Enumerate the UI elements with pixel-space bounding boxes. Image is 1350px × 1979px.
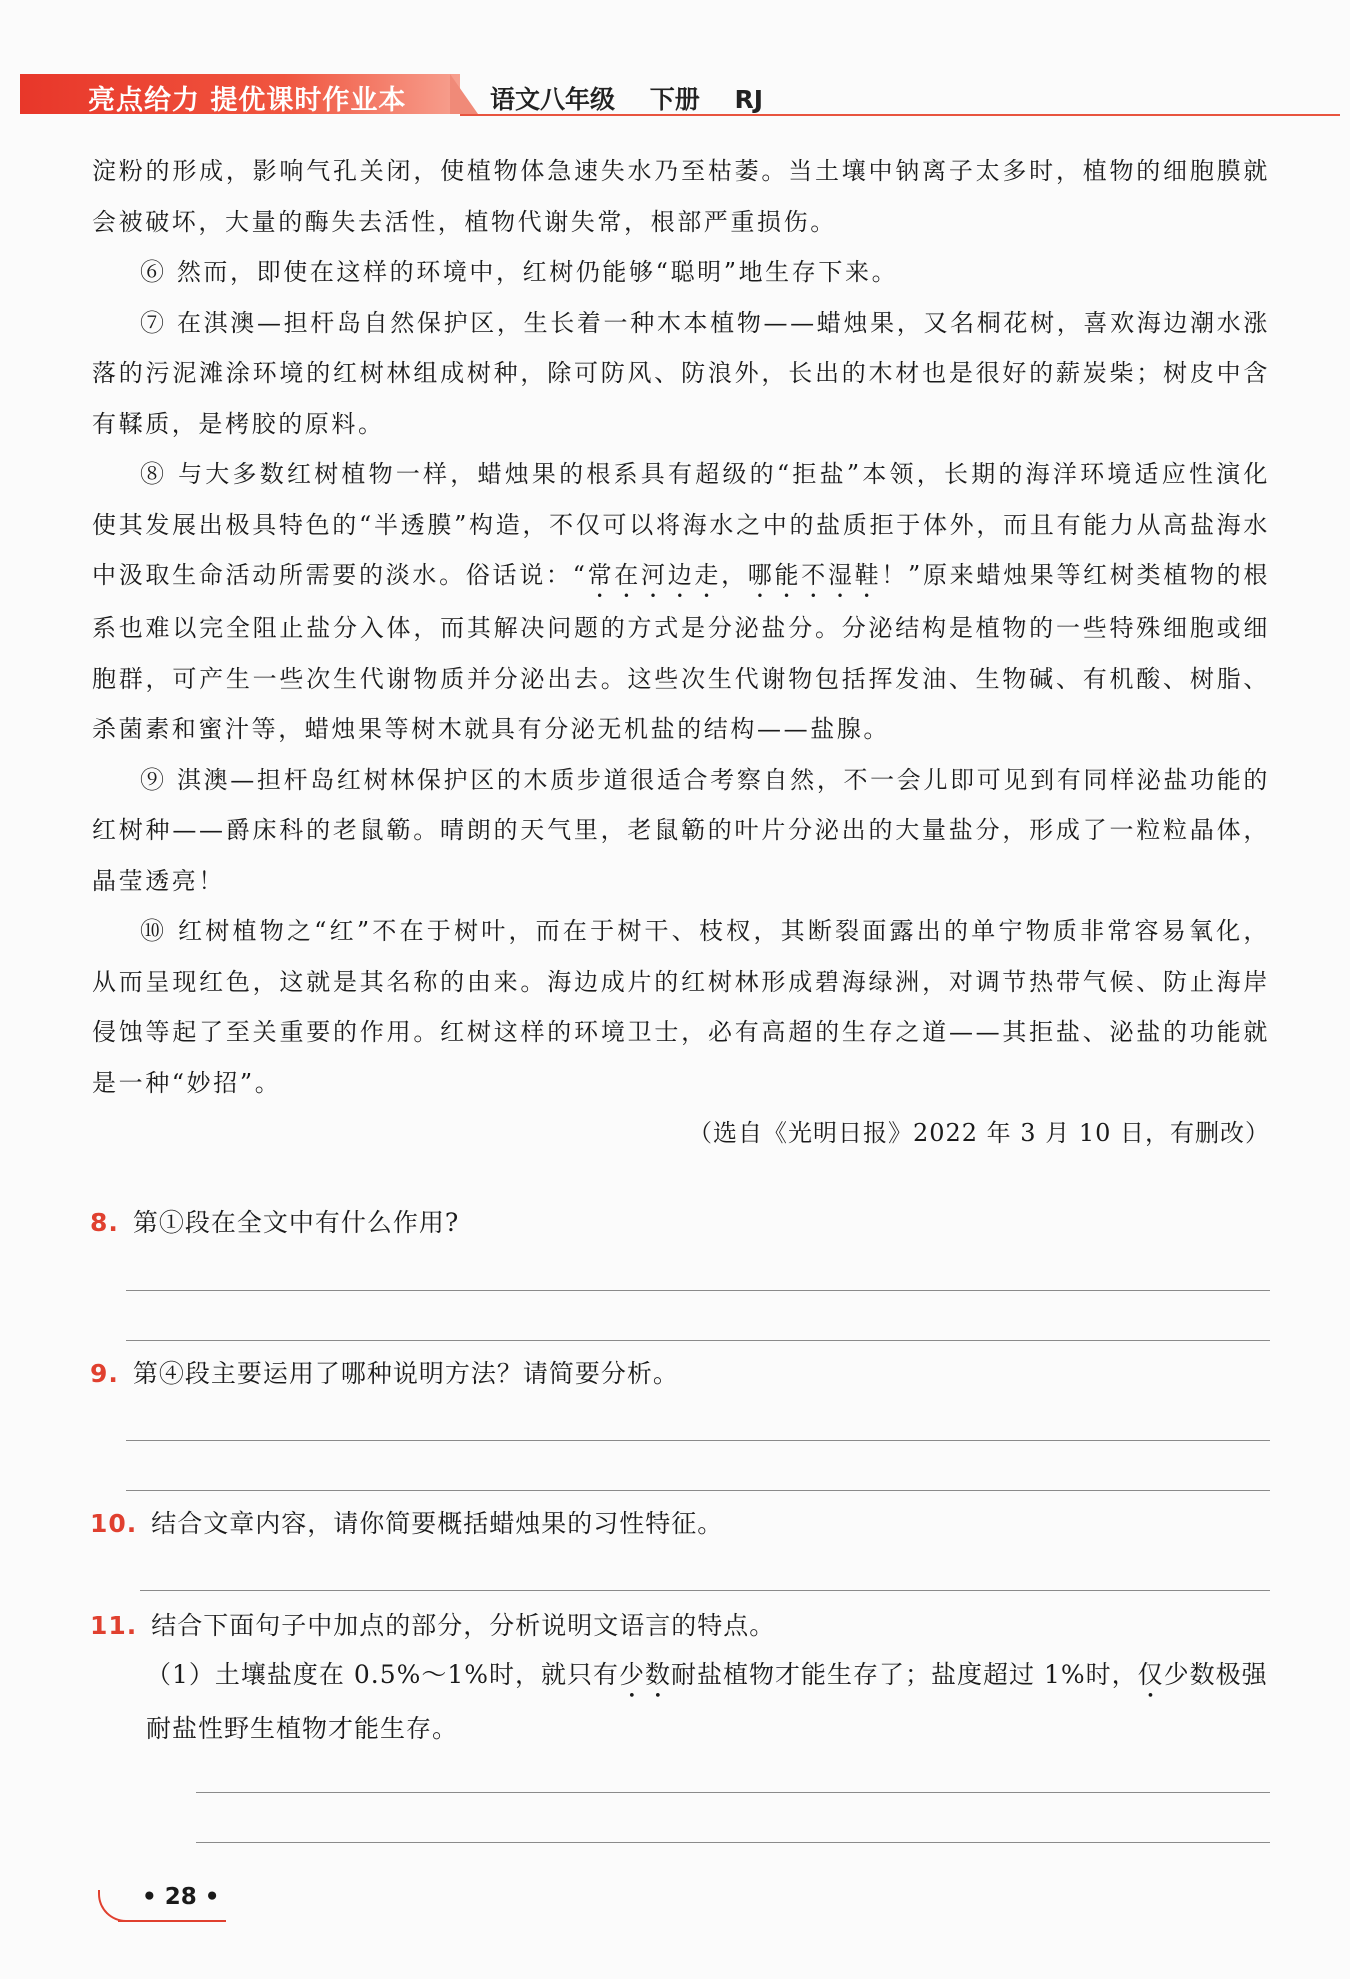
paragraph-8 xyxy=(92,449,1270,755)
question-text: 第①段在全文中有什么作用? xyxy=(132,1208,460,1237)
page-footer xyxy=(98,1880,228,1926)
question-10 xyxy=(90,1504,723,1540)
dotted-word-1: 少数 xyxy=(619,1660,672,1689)
question-number: 10. xyxy=(90,1509,138,1538)
edition-label: RJ xyxy=(734,85,764,114)
paragraph-8-text-b: ！”原来蜡烛果等红树类植物的根系也难以完全阻止盐分入体，而其解决问题的方式是分泌盐分。分泌结构是植物的一些特殊细胞或细胞群，可产生一些次生代谢物质并分泌出去。这些次生代谢物包括挥发油、生物碱、有机酸、树脂、杀菌素和蜜汁等，蜡烛果等树木就具有分泌无机盐的结构——盐腺。 xyxy=(92,561,1270,743)
page-header xyxy=(20,72,1320,118)
series-title: 亮点给力 提优课时作业本 xyxy=(88,85,407,116)
question-text: 第④段主要运用了哪种说明方法？请简要分析。 xyxy=(132,1359,679,1388)
article-body xyxy=(92,146,1270,1159)
paragraph-6: ⑥ 然而，即使在这样的环境中，红树仍能够“聪明”地生存下来。 xyxy=(140,258,899,286)
volume-label: 下册 xyxy=(649,85,700,114)
sub-question-text-c: 少数极强耐盐性野生植物才能生存。 xyxy=(146,1660,1268,1743)
question-9 xyxy=(90,1354,679,1390)
paragraph-8-text-a: ⑧ 与大多数红树植物一样，蜡烛果的根系具有超级的“拒盐”本领，长期的海洋环境适应性演化使其发展出极具特色的“半透膜”构造，不仅可以将海水之中的盐质拒于体外，而且有能力从高盐海水中汲取生命活动所需要的淡水。俗话说：“ xyxy=(92,460,1270,589)
sub-question-text-a: （1）土壤盐度在 0.5%～1%时，就只有 xyxy=(146,1660,620,1689)
question-number: 11. xyxy=(90,1611,138,1640)
dotted-proverb: 常在河边走，哪能不湿鞋 xyxy=(587,561,882,589)
answer-line[interactable] xyxy=(196,1792,1270,1793)
answer-line[interactable] xyxy=(126,1490,1270,1491)
book-info xyxy=(490,80,789,116)
sub-question-text-b: 耐盐植物才能生存了；盐度超过 1%时， xyxy=(671,1660,1138,1689)
answer-line[interactable] xyxy=(126,1340,1270,1341)
question-number: 8. xyxy=(90,1208,119,1237)
answer-line[interactable] xyxy=(140,1590,1270,1591)
footer-rule xyxy=(118,1920,226,1922)
paragraph-9: ⑨ 淇澳—担杆岛红树林保护区的木质步道很适合考察自然，不一会儿即可见到有同样泌盐功能的红树种——爵床科的老鼠簕。晴朗的天气里，老鼠簕的叶片分泌出的大量盐分，形成了一粒粒晶体，晶莹透亮！ xyxy=(92,765,1270,895)
source-citation: （选自《光明日报》2022 年 3 月 10 日，有删改） xyxy=(687,1119,1270,1147)
question-text: 结合下面句子中加点的部分，分析说明文语言的特点。 xyxy=(151,1611,776,1640)
paragraph-10: ⑩ 红树植物之“红”不在于树叶，而在于树干、枝杈，其断裂面露出的单宁物质非常容易氧化，从而呈现红色，这就是其名称的由来。海边成片的红树林形成碧海绿洲，对调节热带气候、防止海岸侵蚀等起了至关重要的作用。红树这样的环境卫士，必有高超的生存之道——其拒盐、泌盐的功能就是一种“妙招”。 xyxy=(92,917,1270,1097)
paragraph-5-continued: 淀粉的形成，影响气孔关闭，使植物体急速失水乃至枯萎。当土壤中钠离子太多时，植物的细胞膜就会被破坏，大量的酶失去活性，植物代谢失常，根部严重损伤。 xyxy=(92,157,1270,236)
footer-swoosh xyxy=(98,1890,134,1922)
question-number: 9. xyxy=(90,1359,119,1388)
header-rule xyxy=(460,114,1340,116)
question-8 xyxy=(90,1203,459,1239)
question-11 xyxy=(90,1606,775,1642)
paragraph-7: ⑦ 在淇澳—担杆岛自然保护区，生长着一种木本植物——蜡烛果，又名桐花树，喜欢海边潮水涨落的污泥滩涂环境的红树林组成树种，除可防风、防浪外，长出的木材也是很好的薪炭柴；树皮中含有鞣质，是栲胶的原料。 xyxy=(92,308,1270,438)
answer-line[interactable] xyxy=(126,1290,1270,1291)
page-number: • 28 • xyxy=(142,1884,220,1910)
answer-line[interactable] xyxy=(196,1842,1270,1843)
answer-line[interactable] xyxy=(126,1440,1270,1441)
sub-question-1 xyxy=(146,1650,1270,1754)
header-band-tail xyxy=(450,74,478,114)
subject-grade: 语文八年级 xyxy=(490,85,616,114)
dotted-word-2: 仅 xyxy=(1137,1660,1164,1689)
question-text: 结合文章内容，请你简要概括蜡烛果的习性特征。 xyxy=(151,1509,724,1538)
